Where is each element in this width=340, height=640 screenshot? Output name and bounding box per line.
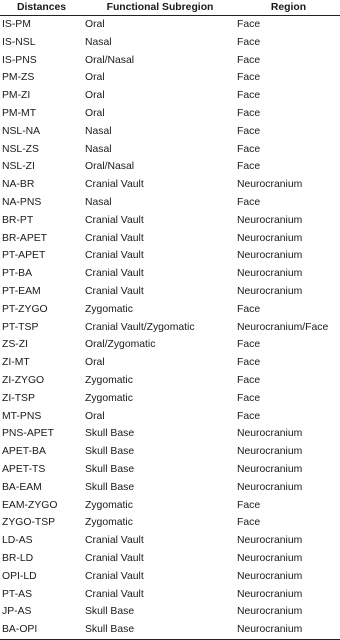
functional-subregion-cell: Cranial Vault [85,268,144,280]
distance-cell: EAM-ZYGO [2,499,58,511]
distance-cell: PT-EAM [2,285,41,297]
table-row [0,34,340,52]
distance-cell: NSL-ZI [2,161,35,173]
functional-subregion-cell: Cranial Vault [85,535,144,547]
table-row [0,212,340,230]
table-row [0,514,340,532]
table-row [0,425,340,443]
table-row [0,194,340,212]
functional-subregion-cell: Zygomatic [85,499,133,511]
table-row [0,461,340,479]
table-row [0,372,340,390]
distance-cell: BA-EAM [2,481,42,493]
table-row [0,479,340,497]
distance-cell: PT-AS [2,588,33,600]
distance-cell: PT-ZYGO [2,303,48,315]
functional-subregion-cell: Nasal [85,125,112,137]
functional-subregion-cell: Oral/Nasal [85,161,135,173]
table-row [0,16,340,34]
distance-cell: BR-PT [2,214,34,226]
region-cell: Face [237,19,261,30]
table-row [0,550,340,568]
functional-subregion-cell: Cranial Vault [85,214,144,226]
distance-cell: PM-ZI [2,90,31,102]
functional-subregion-cell: Nasal [85,143,112,155]
region-cell: Neurocranium [237,588,303,600]
table-row [0,354,340,372]
distance-cell: NSL-NA [2,125,41,137]
region-cell: Face [237,72,261,84]
functional-subregion-cell: Cranial Vault/Zygomatic [85,321,195,333]
functional-subregion-cell: Oral [85,90,105,102]
functional-subregion-cell: Cranial Vault [85,552,144,564]
distance-cell: IS-NSL [2,36,36,48]
functional-subregion-cell: Oral [85,107,105,119]
table-row [0,105,340,123]
distance-cell: ZI-TSP [2,392,35,404]
table-row [0,443,340,461]
region-cell: Face [237,499,261,511]
table-header [0,0,340,16]
table-row [0,283,340,301]
distance-cell: ZYGO-TSP [2,517,56,529]
table-row [0,408,340,426]
region-cell: Face [237,143,261,155]
table-row [0,532,340,550]
region-cell: Neurocranium [237,214,303,226]
functional-subregion-cell: Oral [85,19,105,30]
distance-cell: NSL-ZS [2,143,39,155]
distance-cell: ZI-MT [2,357,30,369]
distance-cell: BA-OPI [0,621,83,639]
region-cell: Neurocranium/Face [237,321,329,333]
distance-cell: BR-LD [2,552,34,564]
table-row [0,265,340,283]
region-cell: Face [237,107,261,119]
table-body [0,16,340,640]
table-row [0,52,340,70]
table-row [0,69,340,87]
region-cell: Neurocranium [237,621,340,639]
functional-subregion-cell: Zygomatic [85,517,133,529]
functional-subregion-cell: Oral/Nasal [85,54,135,66]
distance-cell: JP-AS [2,606,32,618]
region-cell: Face [237,357,261,369]
distance-cell: NA-PNS [2,196,42,208]
table-row [0,568,340,586]
table-row [0,230,340,248]
distance-cell: MT-PNS [2,410,42,422]
functional-subregion-cell: Cranial Vault [85,588,144,600]
table-row [0,176,340,194]
table-row [0,301,340,319]
functional-subregion-cell: Cranial Vault [85,570,144,582]
functional-subregion-cell: Oral [85,410,105,422]
region-cell: Neurocranium [237,552,303,564]
region-cell: Neurocranium [237,481,303,493]
functional-subregion-cell: Cranial Vault [85,285,144,297]
distance-cell: PT-APET [2,250,46,262]
functional-subregion-cell: Cranial Vault [85,250,144,262]
region-cell: Face [237,374,261,386]
region-cell: Neurocranium [237,179,303,191]
region-cell: Neurocranium [237,268,303,280]
region-cell: Face [237,196,261,208]
table-row [0,141,340,159]
distance-cell: ZI-ZYGO [2,374,45,386]
functional-subregion-cell: Oral/Zygomatic [85,339,156,351]
region-cell: Face [237,339,261,351]
distance-cell: PM-ZS [2,72,35,84]
functional-subregion-cell: Skull Base [85,481,135,493]
table-row [0,603,340,621]
table-row [0,158,340,176]
region-cell: Neurocranium [237,232,303,244]
distance-cell: IS-PNS [2,54,37,66]
region-cell: Neurocranium [237,570,303,582]
region-cell: Face [237,392,261,404]
region-cell: Neurocranium [237,428,303,440]
distance-cell: LD-AS [2,535,33,547]
column-header-distances: Distances [0,0,83,16]
distance-cell: PT-BA [2,268,33,280]
region-cell: Neurocranium [237,250,303,262]
table-row [0,621,340,639]
distance-cell: ZS-ZI [2,339,28,351]
distance-cell: NA-BR [2,179,35,191]
functional-subregion-cell: Skull Base [85,428,135,440]
distance-cell: BR-APET [2,232,48,244]
functional-subregion-cell: Zygomatic [85,303,133,315]
region-cell: Face [237,90,261,102]
region-cell: Face [237,303,261,315]
distance-cell: OPI-LD [2,570,37,582]
region-cell: Neurocranium [237,463,303,475]
region-cell: Face [237,125,261,137]
functional-subregion-cell: Cranial Vault [85,179,144,191]
distance-cell: APET-BA [2,446,46,458]
region-cell: Neurocranium [237,285,303,297]
table-row [0,247,340,265]
functional-subregion-cell: Zygomatic [85,392,133,404]
functional-subregion-cell: Skull Base [85,606,135,618]
functional-subregion-cell: Nasal [85,36,112,48]
region-cell: Face [237,54,261,66]
region-cell: Face [237,517,261,529]
column-header-functional-subregion: Functional Subregion [83,0,237,16]
functional-subregion-cell: Skull Base [85,446,135,458]
functional-subregion-cell: Skull Base [83,621,237,639]
functional-subregion-cell: Zygomatic [85,374,133,386]
table-row [0,390,340,408]
table-row [0,497,340,515]
functional-subregion-cell: Oral [85,357,105,369]
region-cell: Face [237,410,261,422]
distance-cell: IS-PM [2,19,31,30]
region-cell: Neurocranium [237,535,303,547]
region-cell: Neurocranium [237,446,303,458]
header-row [0,0,340,16]
column-header-region: Region [237,0,340,16]
functional-subregion-cell: Nasal [85,196,112,208]
table-row [0,87,340,105]
functional-subregion-cell: Cranial Vault [85,232,144,244]
region-cell: Neurocranium [237,606,303,618]
distance-cell: PT-TSP [2,321,39,333]
table-row [0,319,340,337]
table-row [0,586,340,604]
region-cell: Face [237,36,261,48]
region-cell: Face [237,161,261,173]
functional-subregion-cell: Skull Base [85,463,135,475]
distance-cell: PM-MT [2,107,37,119]
distance-cell: PNS-APET [2,428,54,440]
distance-cell: APET-TS [2,463,46,475]
table-row [0,123,340,141]
table-row [0,336,340,354]
functional-subregion-cell: Oral [85,72,105,84]
